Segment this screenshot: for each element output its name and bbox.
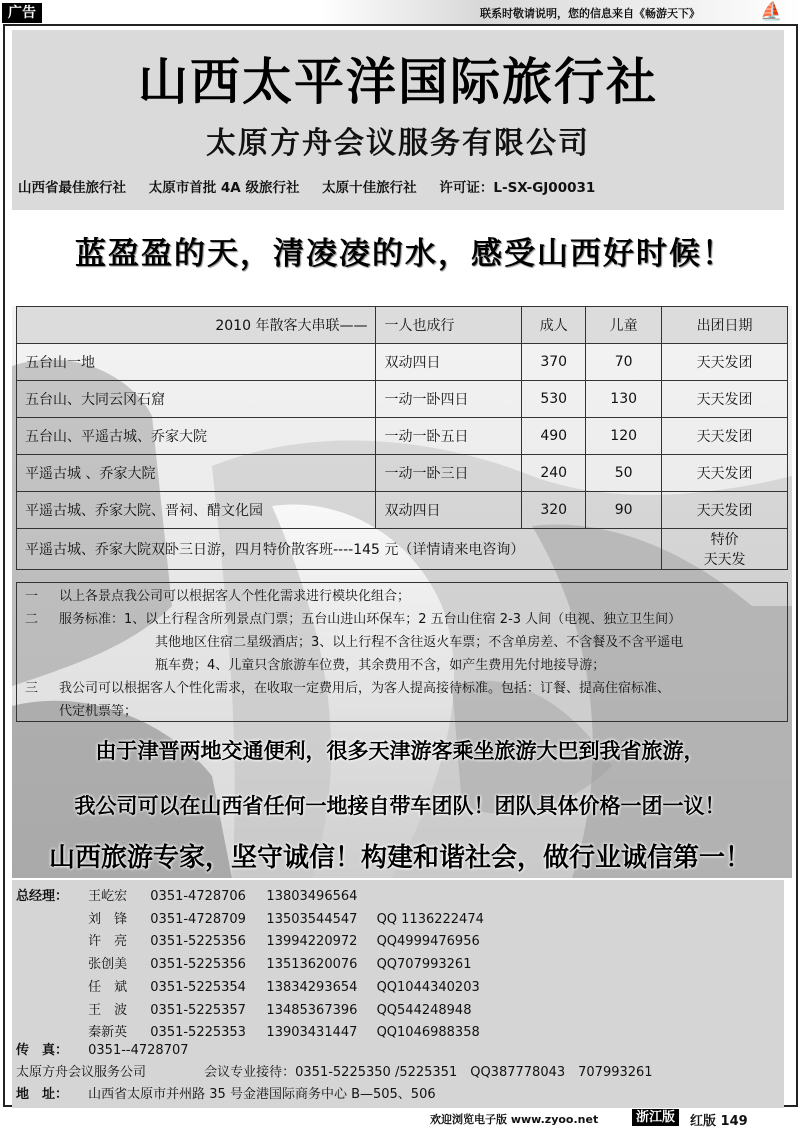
route-cell: 五台山一地: [17, 344, 376, 381]
child-price-cell: 70: [586, 344, 662, 381]
note-text: 代定机票等；: [59, 704, 138, 719]
adult-price-cell: 320: [522, 492, 586, 529]
page-label: 红版 149: [690, 1114, 748, 1127]
honor-item: 太原十佳旅行社: [322, 180, 417, 196]
contact-mobile: 13503544547: [266, 912, 358, 927]
duration-cell: 一动一卧三日: [376, 455, 522, 492]
departure-cell: 天天发团: [662, 492, 788, 529]
duration-cell: 双动四日: [376, 492, 522, 529]
contact-name: 秦新英: [88, 1025, 128, 1040]
honor-item: 山西省最佳旅行社: [18, 180, 126, 196]
gm-label: 总经理：: [16, 889, 69, 904]
route-cell: 五台山、平遥古城、乔家大院: [17, 418, 376, 455]
departure-cell: 天天发团: [662, 455, 788, 492]
fax-number: 0351--4728707: [88, 1043, 189, 1058]
contact-qq: QQ4999476956: [376, 934, 480, 949]
duration-cell: 一动一卧四日: [376, 381, 522, 418]
contact-qq: QQ 1136222474: [376, 912, 484, 927]
address-text: 山西省太原市并州路 35 号金港国际商务中心 B—505、506: [88, 1087, 436, 1102]
magazine-logo-icon: ⛵: [760, 1, 783, 22]
header-departure: 出团日期: [662, 307, 788, 344]
departure-cell: 天天发团: [662, 344, 788, 381]
contact-name: 任 斌: [88, 980, 128, 995]
promo-message: 由于津晋两地交通便利，很多天津游客乘坐旅游大巴到我省旅游，: [95, 739, 705, 763]
contact-tel: 0351-5225353: [150, 1025, 246, 1040]
contact-row: [16, 999, 471, 1018]
note-item: [25, 585, 779, 608]
website-link[interactable]: 欢迎浏览电子版 www.zyoo.net: [430, 1113, 599, 1126]
special-tag-line: 天天发: [703, 552, 746, 568]
slogan: 蓝盈盈的天，清凌凌的水，感受山西好时候！: [75, 236, 735, 272]
header-child: 儿童: [586, 307, 662, 344]
child-price-cell: 130: [586, 381, 662, 418]
contact-tel: 0351-5225356: [150, 957, 246, 972]
table-header-row: [17, 307, 788, 344]
top-bar: [0, 0, 800, 24]
promo-message: 我公司可以在山西省任何一地接自带车团队！团队具体价格一团一议！: [74, 794, 726, 818]
note-text: 其他地区住宿二星级酒店；3、以上行程不含往返火车票；不含单房差、不含餐及不含平遥电: [155, 635, 684, 650]
duration-cell: 双动四日: [376, 344, 522, 381]
contact-row: [16, 953, 471, 972]
special-offer-tag: [662, 529, 788, 570]
contact-qq: QQ707993261: [376, 957, 472, 972]
special-offer-row: [17, 529, 788, 570]
header-duration: 一人也成行: [376, 307, 522, 344]
header-adult: 成人: [522, 307, 586, 344]
fax-label: 传 真：: [16, 1043, 69, 1058]
address-row: [16, 1083, 436, 1102]
contact-qq: QQ544248948: [376, 1003, 472, 1018]
contact-note: 联系时敬请说明，您的信息来自《畅游天下》: [480, 7, 700, 20]
note-number: 二: [25, 612, 39, 627]
address-label: 地 址：: [16, 1087, 69, 1102]
table-row: [17, 381, 788, 418]
note-item: [25, 700, 779, 723]
child-price-cell: 120: [586, 418, 662, 455]
fax-row: [16, 1039, 189, 1058]
edition-badge: 浙江版: [632, 1109, 679, 1126]
contact-name: 王 波: [88, 1003, 128, 1018]
contact-name: 刘 锋: [88, 912, 128, 927]
note-item: [25, 654, 779, 677]
note-number: 一: [25, 589, 39, 604]
duration-cell: 一动一卧五日: [376, 418, 522, 455]
tour-price-table: [16, 306, 788, 570]
departure-cell: 天天发团: [662, 418, 788, 455]
contact-qq: QQ1044340203: [376, 980, 480, 995]
contact-mobile: 13903431447: [266, 1025, 358, 1040]
contact-name: 许 亮: [88, 934, 128, 949]
note-text: 我公司可以根据客人个性化需求，在收取一定费用后，为客人提高接待标准。包括：订餐、提高住宿标准、: [59, 681, 671, 696]
contact-qq: QQ1046988358: [376, 1025, 480, 1040]
contact-row: [16, 930, 480, 949]
footer: [0, 1108, 800, 1127]
ad-tag: 广告: [2, 3, 42, 23]
adult-price-cell: 370: [522, 344, 586, 381]
adult-price-cell: 240: [522, 455, 586, 492]
meeting-row: [16, 1061, 653, 1080]
license-number: 许可证：L-SX-GJ00031: [439, 180, 596, 196]
child-price-cell: 50: [586, 455, 662, 492]
route-cell: 平遥古城 、乔家大院: [17, 455, 376, 492]
route-cell: 五台山、大同云冈石窟: [17, 381, 376, 418]
child-price-cell: 90: [586, 492, 662, 529]
header-route: 2010 年散客大串联——: [17, 307, 376, 344]
table-row: [17, 344, 788, 381]
note-number: 三: [25, 681, 39, 696]
contact-tel: 0351-5225357: [150, 1003, 246, 1018]
honor-item: 太原市首批 4A 级旅行社: [148, 180, 300, 196]
contact-tel: 0351-5225356: [150, 934, 246, 949]
contact-row: [16, 885, 372, 904]
header-box: [12, 30, 784, 210]
company-sub-title: 太原方舟会议服务有限公司: [206, 126, 590, 161]
special-tag-line: 特价: [710, 532, 739, 548]
contact-name: 张创美: [88, 957, 128, 972]
contact-row: [16, 976, 480, 995]
note-number: [25, 700, 59, 723]
contact-mobile: 13803496564: [266, 889, 358, 904]
contact-mobile: 13485367396: [266, 1003, 358, 1018]
route-cell: 平遥古城、乔家大院、晋祠、醋文化园: [17, 492, 376, 529]
contact-mobile: 13513620076: [266, 957, 358, 972]
contact-row: [16, 1021, 480, 1040]
note-item: [25, 677, 779, 700]
contact-row: [16, 908, 484, 927]
adult-price-cell: 530: [522, 381, 586, 418]
note-item: [25, 608, 779, 631]
special-offer-text: 平遥古城、乔家大院双卧三日游，四月特价散客班----145 元（详情请来电咨询）: [17, 529, 662, 570]
contact-tel: 0351-4728709: [150, 912, 246, 927]
note-text: 瓶车费；4、儿童只含旅游车位费，其余费用不含，如产生费用先付地接导游；: [155, 658, 606, 673]
contact-name: 王屹宏: [88, 889, 128, 904]
promo-motto: 山西旅游专家，坚守诚信！构建和谐社会，做行业诚信第一！: [48, 843, 751, 873]
company-main-title: 山西太平洋国际旅行社: [138, 53, 658, 111]
table-row: [17, 418, 788, 455]
contact-mobile: 13834293654: [266, 980, 358, 995]
notes-box: [16, 582, 788, 722]
meeting-company: 太原方舟会议服务公司: [16, 1065, 147, 1080]
table-row: [17, 492, 788, 529]
contact-tel: 0351-5225354: [150, 980, 246, 995]
contact-tel: 0351-4728706: [150, 889, 246, 904]
contacts-box: [12, 880, 784, 1108]
note-item: [25, 631, 779, 654]
honors-line: [18, 176, 613, 196]
departure-cell: 天天发团: [662, 381, 788, 418]
note-text: 以上各景点我公司可以根据客人个性化需求进行模块化组合；: [59, 589, 411, 604]
note-text: 服务标准：1、以上行程含所列景点门票；五台山进山环保车；2 五台山住宿 2-3 人间（电视、独立卫生间）: [59, 612, 682, 627]
table-row: [17, 455, 788, 492]
contact-mobile: 13994220972: [266, 934, 358, 949]
meeting-info: 会议专业接待：0351-5225350 /5225351 QQ387778043 707993261: [204, 1065, 653, 1080]
adult-price-cell: 490: [522, 418, 586, 455]
